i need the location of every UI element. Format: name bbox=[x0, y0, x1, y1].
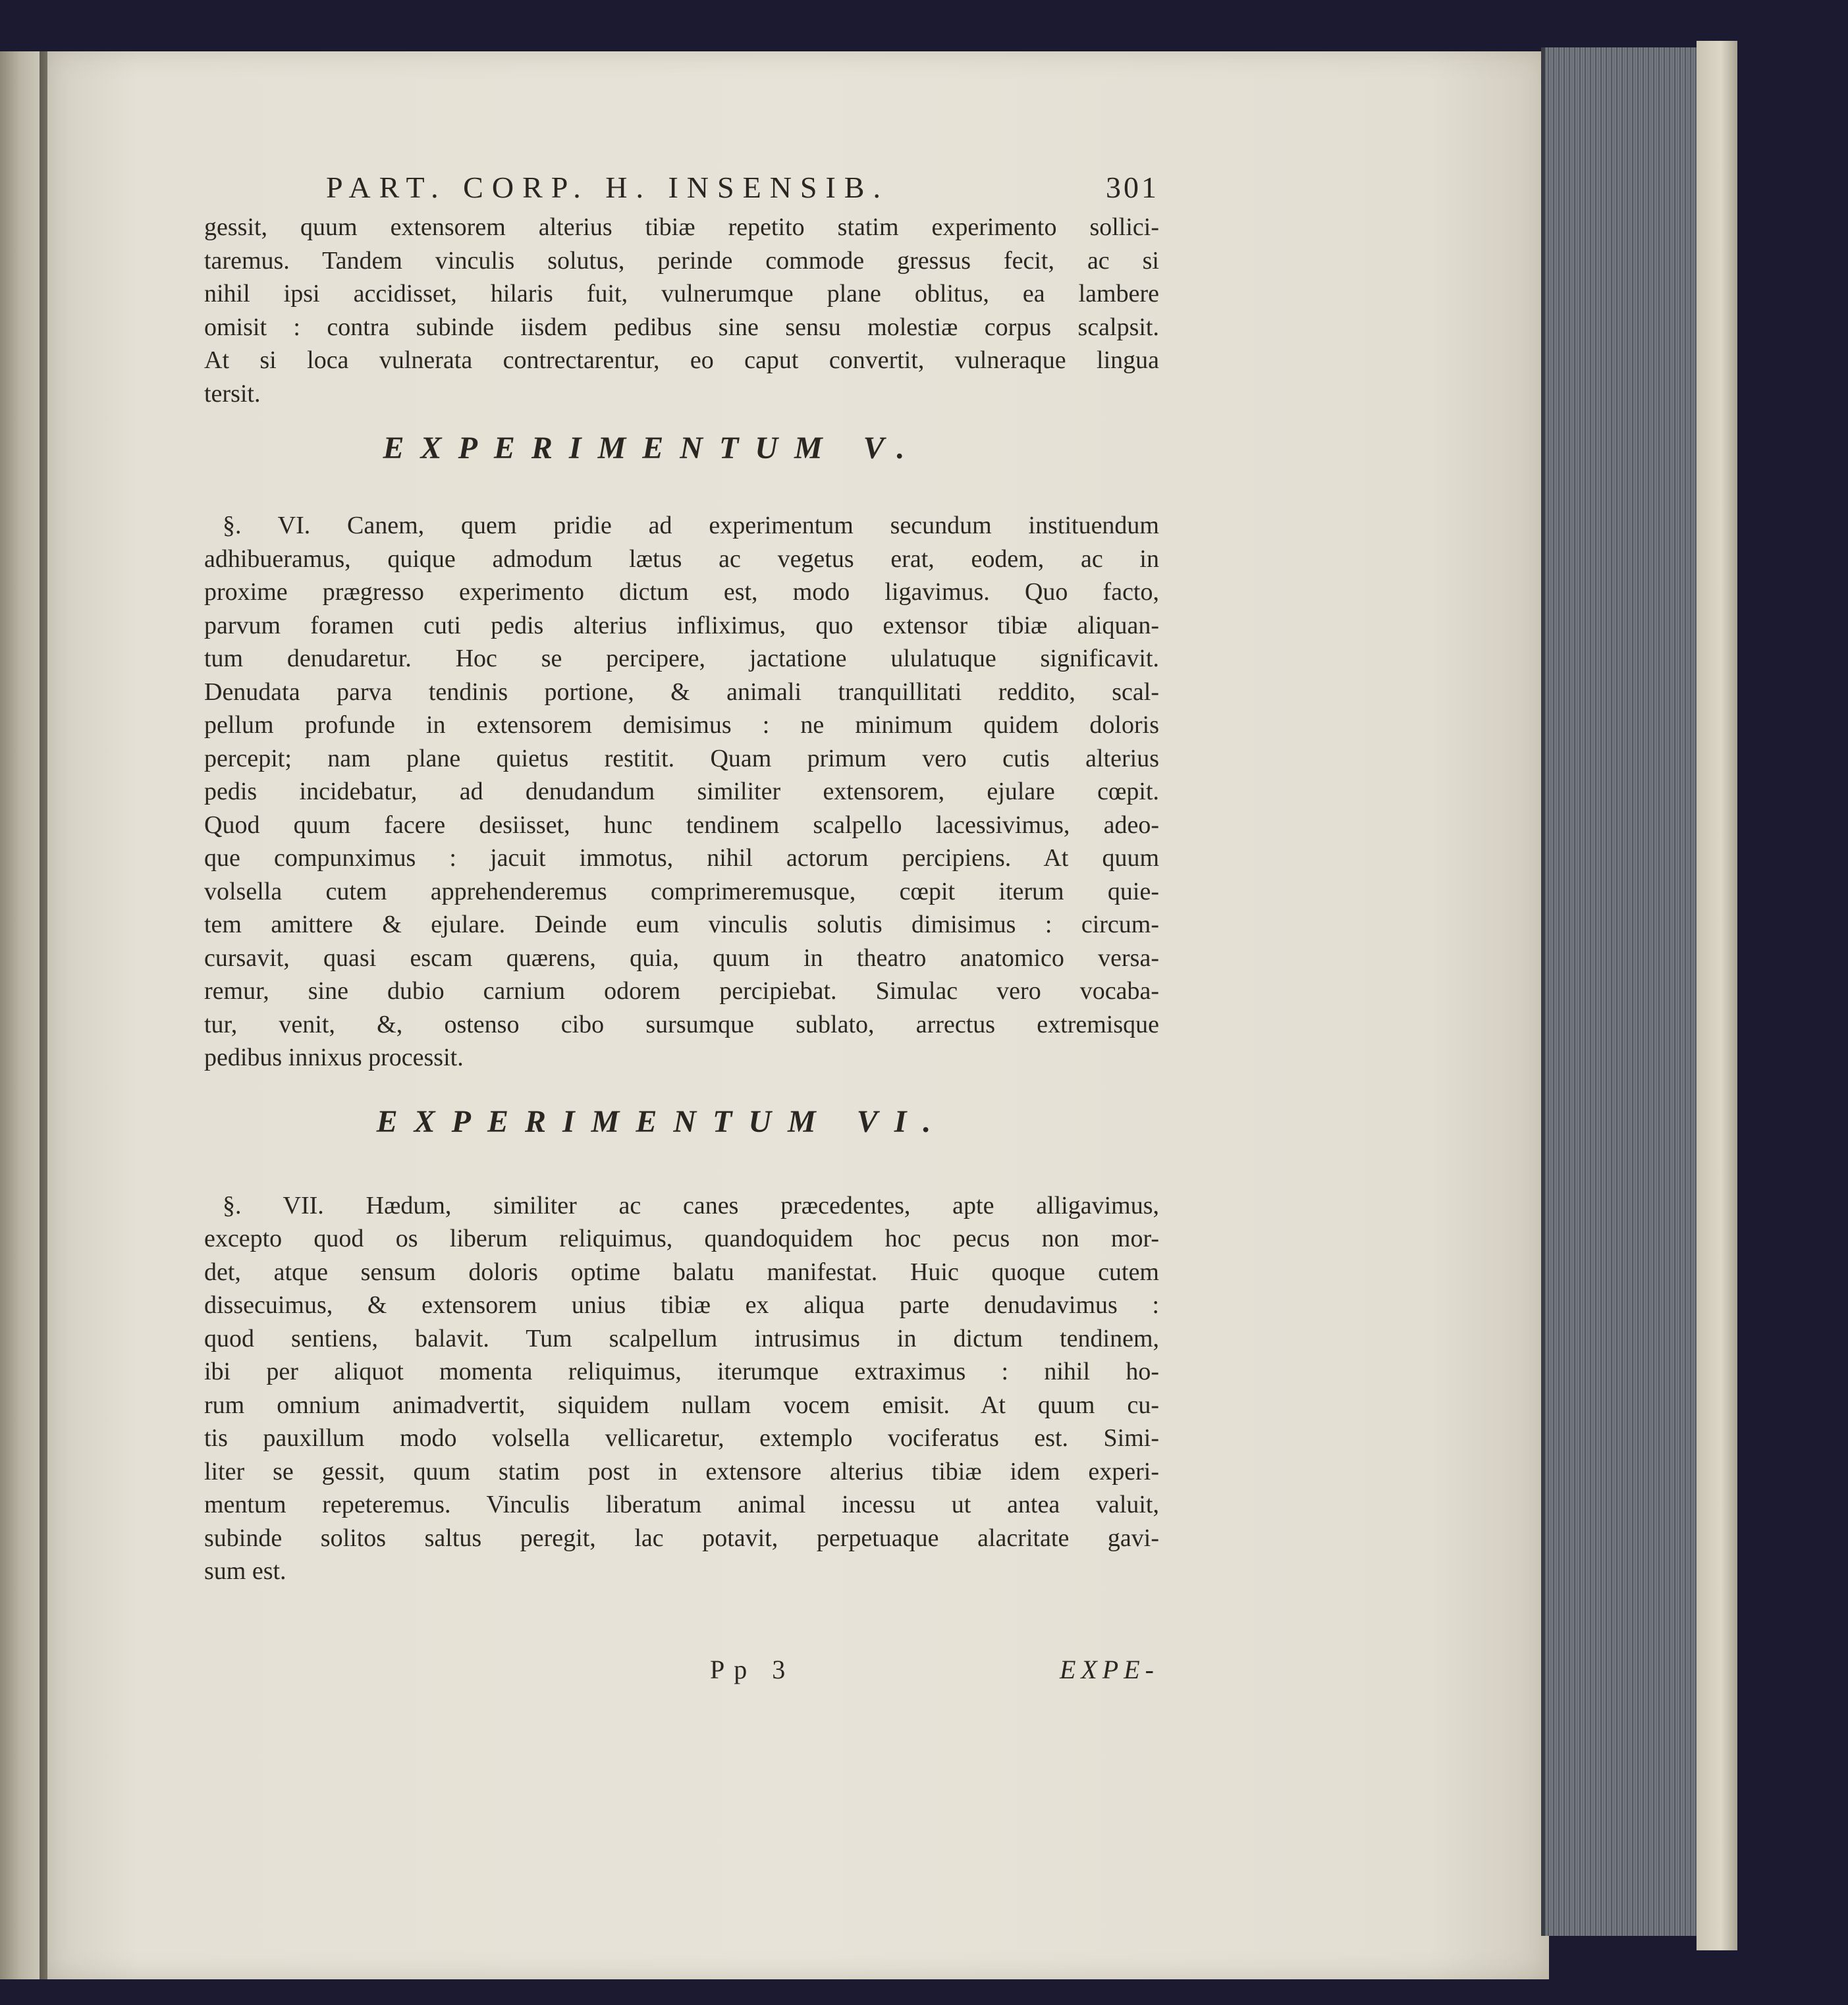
text-line: que compunximus : jacuit immotus, nihil actorum percipiens. At quum bbox=[204, 844, 1159, 872]
facing-page-edge bbox=[0, 51, 43, 1979]
text-line: cursavit, quasi escam quærens, quia, quum in theatro anatomico versa- bbox=[204, 944, 1159, 972]
running-title: PART. CORP. H. INSENSIB. bbox=[326, 171, 889, 204]
text-line: mentum repeteremus. Vinculis liberatum animal incessu ut antea valuit, bbox=[204, 1491, 1159, 1518]
text-line: subinde solitos saltus peregit, lac potavit, perpetuaque alacritate gavi- bbox=[204, 1524, 1159, 1552]
text-line: remur, sine dubio carnium odorem percipiebat. Simulac vero vocaba- bbox=[204, 977, 1159, 1005]
paragraph-continuation bbox=[204, 211, 1159, 410]
text-line: dissecuimus, & extensorem unius tibiæ ex aliqua parte denudavimus : bbox=[204, 1291, 1159, 1319]
text-line: det, atque sensum doloris optime balatu manifestat. Huic quoque cutem bbox=[204, 1258, 1159, 1286]
text-line: §. VI. Canem, quem pridie ad experimentum secundum instituendum bbox=[223, 512, 1159, 539]
running-head bbox=[204, 165, 1159, 211]
section-heading-experimentum-vi: EXPERIMENTUM VI. bbox=[376, 1104, 948, 1139]
text-line: gessit, quum extensorem alterius tibiæ repetito statim experimento sollici- bbox=[204, 213, 1159, 241]
text-line: percepit; nam plane quietus restitit. Quam primum vero cutis alterius bbox=[204, 744, 1159, 772]
text-line: Quod quum facere desiisset, hunc tendinem scalpello lacessivimus, adeo- bbox=[204, 811, 1159, 839]
text-line: Denudata parva tendinis portione, & animali tranquillitati reddito, scal- bbox=[204, 678, 1159, 706]
text-line: tum denudaretur. Hoc se percipere, jactatione ululatuque significavit. bbox=[204, 645, 1159, 672]
text-line: sum est. bbox=[204, 1557, 286, 1585]
paragraph-section-vii bbox=[204, 1189, 1159, 1588]
page-block-edges bbox=[1541, 47, 1700, 1936]
page-footer bbox=[204, 1654, 1159, 1694]
catchword: EXPE- bbox=[1059, 1654, 1159, 1684]
signature-mark: Pp 3 bbox=[710, 1654, 795, 1684]
text-line: pedis incidebatur, ad denudandum similiter extensorem, ejulare cœpit. bbox=[204, 778, 1159, 805]
text-line: nihil ipsi accidisset, hilaris fuit, vulnerumque plane oblitus, ea lambere bbox=[204, 280, 1159, 307]
text-line: tur, venit, &, ostenso cibo sursumque sublato, arrectus extremisque bbox=[204, 1010, 1159, 1038]
text-line: rum omnium animadvertit, siquidem nullam vocem emisit. At quum cu- bbox=[204, 1391, 1159, 1419]
text-line: volsella cutem apprehenderemus comprimeremusque, cœpit iterum quie- bbox=[204, 877, 1159, 905]
paragraph-section-vi bbox=[204, 509, 1159, 1075]
text-line: adhibueramus, quique admodum lætus ac vegetus erat, eodem, ac in bbox=[204, 545, 1159, 573]
book-cover-board bbox=[1697, 41, 1737, 1950]
text-line: tersit. bbox=[204, 379, 261, 408]
text-line: ibi per aliquot momenta reliquimus, iterumque extraximus : nihil ho- bbox=[204, 1358, 1159, 1385]
page-number: 301 bbox=[1106, 171, 1159, 204]
text-line: tem amittere & ejulare. Deinde eum vinculis solutis dimisimus : circum- bbox=[204, 911, 1159, 938]
text-line: excepto quod os liberum reliquimus, quandoquidem hoc pecus non mor- bbox=[204, 1225, 1159, 1252]
text-line: parvum foramen cuti pedis alterius infliximus, quo extensor tibiæ aliquan- bbox=[204, 611, 1159, 639]
text-line: pellum profunde in extensorem demisimus : ne minimum quidem doloris bbox=[204, 711, 1159, 739]
text-line: At si loca vulnerata contrectarentur, eo caput convertit, vulneraque lingua bbox=[204, 346, 1159, 374]
text-line: liter se gessit, quum statim post in extensore alterius tibiæ idem experi- bbox=[204, 1457, 1159, 1485]
section-heading-experimentum-v: EXPERIMENTUM V. bbox=[383, 431, 921, 466]
text-line: taremus. Tandem vinculis solutus, perinde commode gressus fecit, ac si bbox=[204, 246, 1159, 275]
text-line: proxime prægresso experimento dictum est, modo ligavimus. Quo facto, bbox=[204, 578, 1159, 606]
text-line: §. VII. Hædum, similiter ac canes præcedentes, apte alligavimus, bbox=[223, 1191, 1159, 1219]
page-text-block bbox=[204, 165, 1159, 1694]
text-line: omisit : contra subinde iisdem pedibus sine sensu molestiæ corpus scalpsit. bbox=[204, 313, 1159, 341]
text-line: tis pauxillum modo volsella vellicaretur, extemplo vociferatus est. Simi- bbox=[204, 1424, 1159, 1452]
text-line: pedibus innixus processit. bbox=[204, 1044, 464, 1071]
text-line: quod sentiens, balavit. Tum scalpellum intrusimus in dictum tendinem, bbox=[204, 1324, 1159, 1352]
